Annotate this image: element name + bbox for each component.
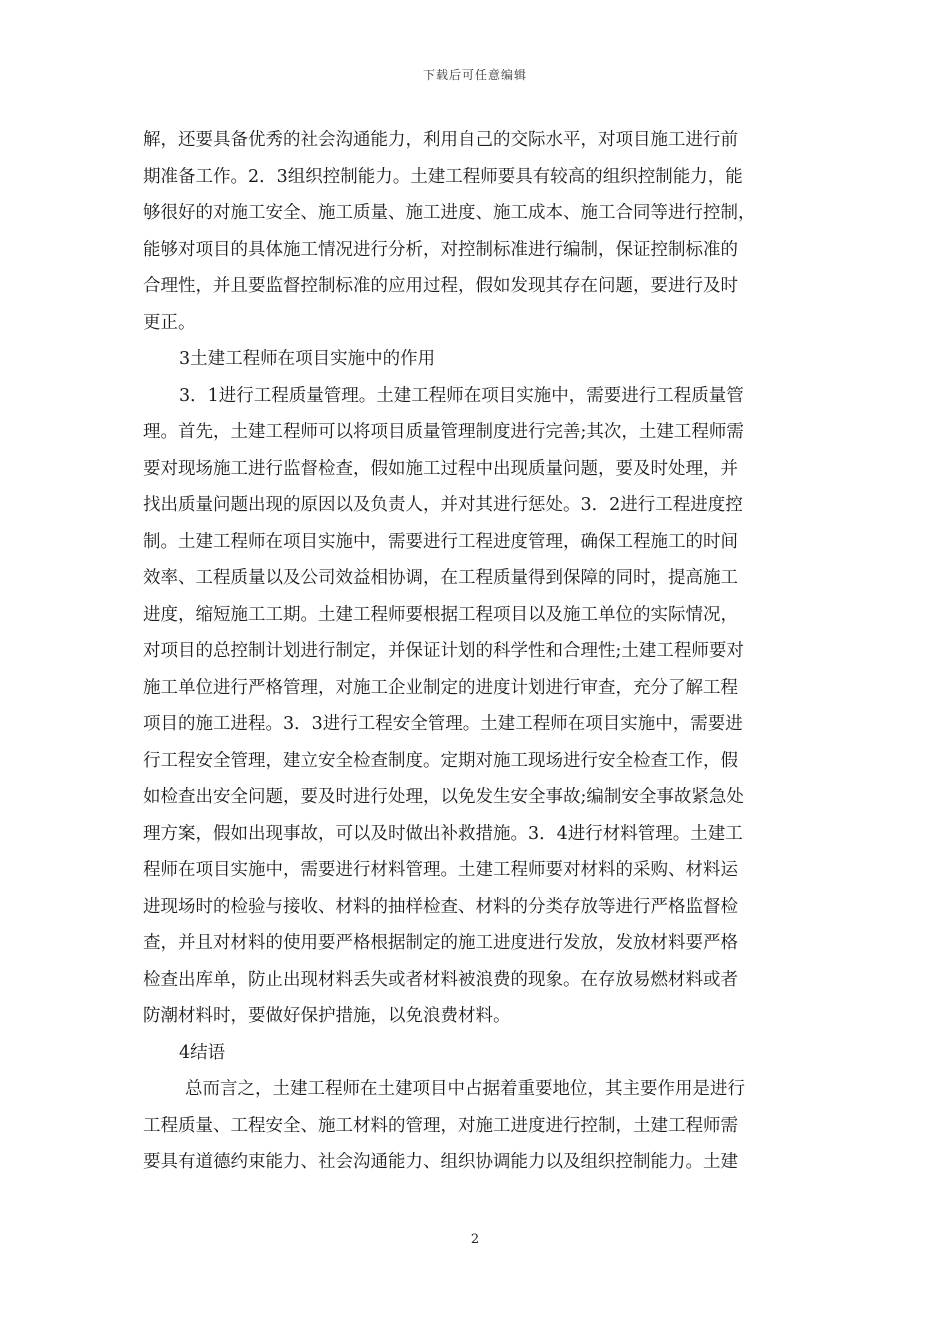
document-body [143,122,808,1181]
paragraph-first-line: 3．1进行工程质量管理。土建工程师在项目实施中，需要进行工程质量管 [179,385,744,406]
text-line: 工程质量、工程安全、施工材料的管理，对施工进度进行控制，土建工程师需 [143,1115,738,1136]
text-line: 查，并且对材料的使用要严格根据制定的施工进度进行发放，发放材料要严格 [143,933,738,953]
text-line: 对项目的总控制计划进行制定，并保证计划的科学性和合理性;土建工程师要对 [143,641,744,661]
text-line: 进现场时的检验与接收、材料的抽样检查、材料的分类存放等进行严格监督检 [143,896,738,917]
text-line: 制。土建工程师在项目实施中，需要进行工程进度管理，确保工程施工的时间 [143,531,738,552]
section-heading: 4结语 [179,1042,226,1063]
page-number: 2 [470,1232,480,1247]
text-line: 效率、工程质量以及公司效益相协调，在工程质量得到保障的同时，提高施工 [143,568,738,588]
text-line: 进度，缩短施工工期。土建工程师要根据工程项目以及施工单位的实际情况， [143,604,738,625]
text-line: 解，还要具备优秀的社会沟通能力，利用自己的交际水平，对项目施工进行前 [143,130,738,150]
text-line: 如检查出安全问题，要及时进行处理，以免发生安全事故;编制安全事故紧急处 [143,787,744,807]
section-heading: 3土建工程师在项目实施中的作用 [179,349,436,369]
text-line: 行工程安全管理，建立安全检查制度。定期对施工现场进行安全检查工作，假 [143,750,738,771]
text-line: 防潮材料时，要做好保护措施，以免浪费材料。 [143,1006,511,1026]
text-line: 够很好的对施工安全、施工质量、施工进度、施工成本、施工合同等进行控制， [143,203,756,223]
text-line: 期准备工作。2．3组织控制能力。土建工程师要具有较高的组织控制能力，能 [143,166,743,187]
text-line: 项目的施工进程。3．3进行工程安全管理。土建工程师在项目实施中，需要进 [143,714,743,734]
text-line: 合理性，并且要监督控制标准的应用过程，假如发现其存在问题，要进行及时 [143,276,738,296]
page-header: 下载后可任意编辑 [422,68,527,82]
text-line: 理。首先，土建工程师可以将项目质量管理制度进行完善;其次，土建工程师需 [143,422,744,442]
text-line: 能够对项目的具体施工情况进行分析，对控制标准进行编制，保证控制标准的 [143,239,738,260]
text-line: 要对现场施工进行监督检查，假如施工过程中出现质量问题，要及时处理，并 [143,458,738,479]
text-line: 更正。 [143,312,196,333]
text-line: 理方案，假如出现事故，可以及时做出补救措施。3．4进行材料管理。土建工 [143,823,743,844]
text-line: 施工单位进行严格管理，对施工企业制定的进度计划进行审查，充分了解工程 [143,677,738,698]
text-line: 程师在项目实施中，需要进行材料管理。土建工程师要对材料的采购、材料运 [143,860,738,880]
text-line: 要具有道德约束能力、社会沟通能力、组织协调能力以及组织控制能力。土建 [143,1152,738,1172]
text-line: 检查出库单，防止出现材料丢失或者材料被浪费的现象。在存放易燃材料或者 [143,969,738,990]
text-line: 找出质量问题出现的原因以及负责人，并对其进行惩处。3．2进行工程进度控 [143,495,743,515]
paragraph-first-line: 总而言之，土建工程师在土建项目中占据着重要地位，其主要作用是进行 [185,1079,745,1099]
